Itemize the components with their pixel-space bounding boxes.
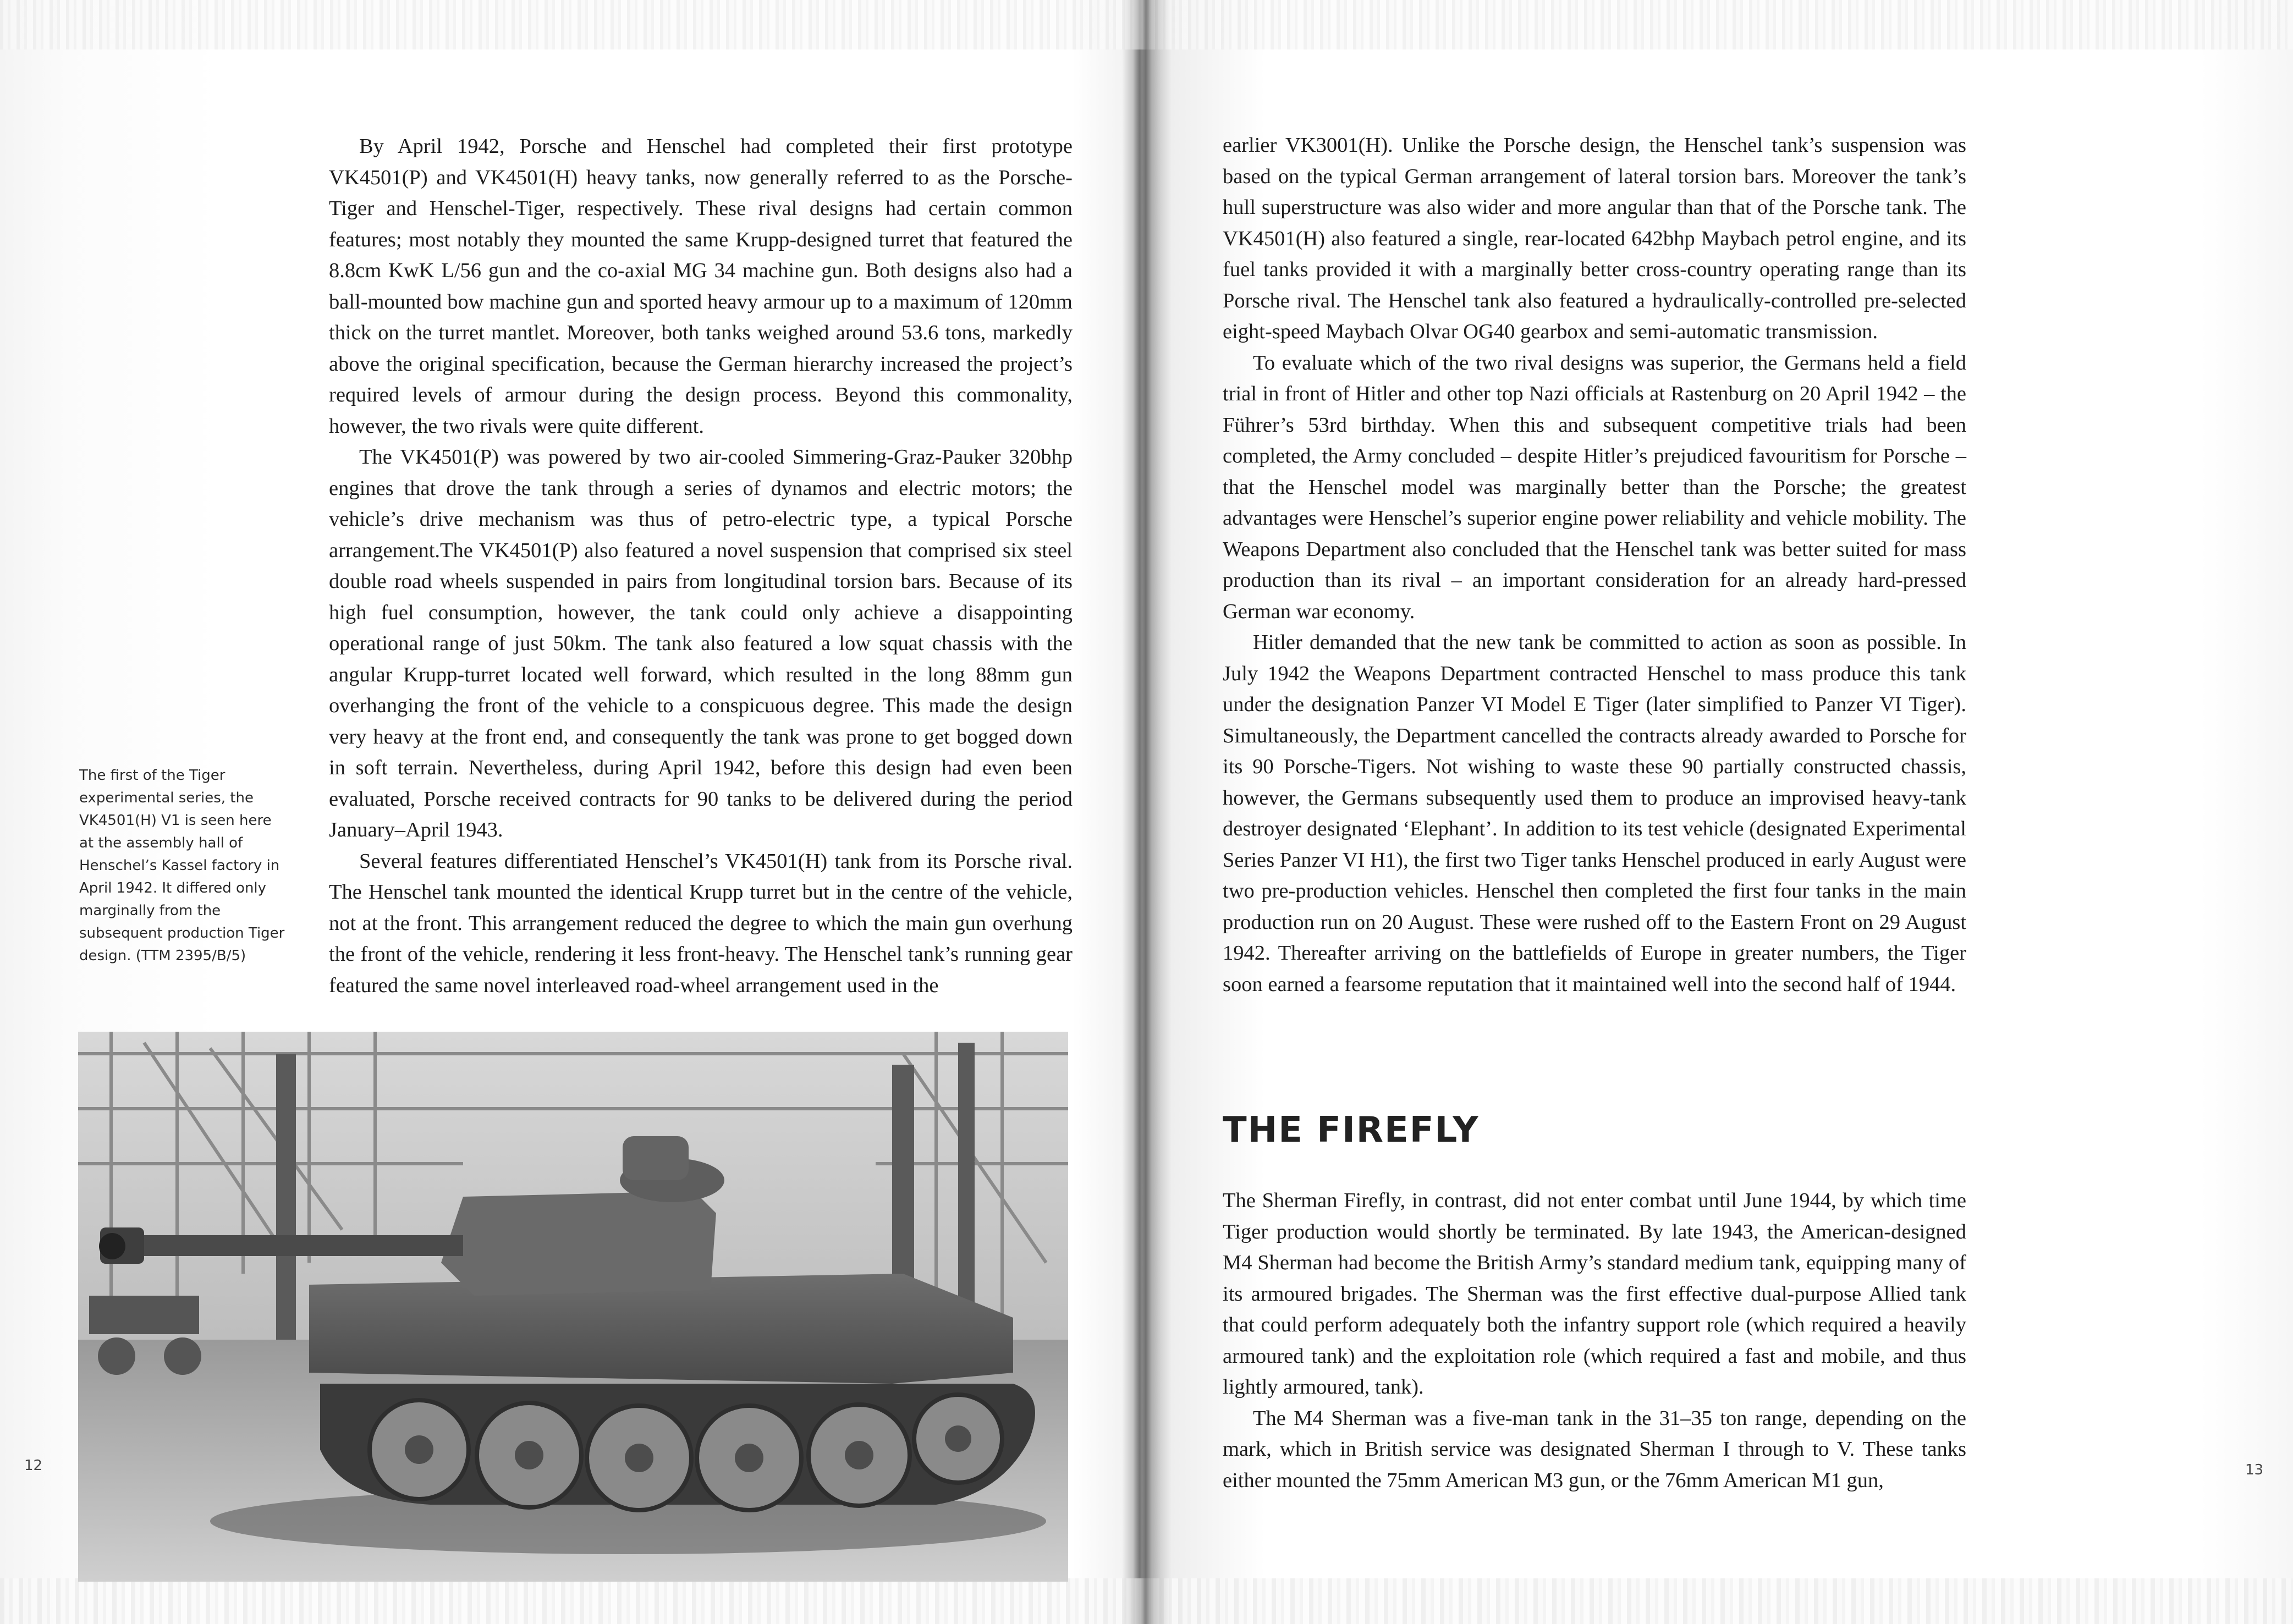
page-number-right: 13 [2245, 1462, 2264, 1478]
photo-caption: The first of the Tiger experimental series, the VK4501(H) V1 is seen here at the assembly hall of Henschel’s Kassel factory in April 1942. It differed only marginally from the subsequent production Tiger design. (TTM 2395/B/5) [79, 767, 285, 964]
section-body [1223, 1185, 1966, 1496]
right-paragraph-3: Hitler demanded that the new tank be committed to action as soon as possible. In July 1942 the Weapons Department contracted Henschel to mass produce this tank under the designation Panzer VI Model E Tiger (later simplified to Panzer VI Tiger). Simultaneously, the Department cancelled the contracts already awarded to Porsche for its 90 Porsche-Tigers. Not wishing to waste these 90 partially constructed chassis, however, the Germans subsequently used them to produce an improvised heavy-tank destroyer designated ‘Elephant’. In addition to its test vehicle (designated Experimental Series Panzer VI H1), the first two Tiger tanks Henschel produced in early August were two pre-production vehicles. Henschel then completed the first four tanks in the main production run on 20 August. These were rushed off to the Eastern Front on 29 August 1942. Thereafter arriving on the battlefields of Europe in greater numbers, the Tiger soon earned a fearsome reputation that it maintained well into the second half of 1944. [1223, 631, 1966, 996]
right-paragraph-1: earlier VK3001(H). Unlike the Porsche design, the Henschel tank’s suspension was based on the typical German arrangement of lateral torsion bars. Moreover the tank’s hull superstructure was also wider and more angular than that of the Porsche tank. The VK4501(H) also featured a single, rear-located 642bhp Maybach petrol engine, and its fuel tanks provided it with a marginally better cross-country operating range than its Porsche rival. The Henschel tank also featured a hydraulically-controlled pre-selected eight-speed Maybach Olvar OG40 gearbox and semi-automatic transmission. [1223, 134, 1966, 343]
section-paragraph-1: The Sherman Firefly, in contrast, did not enter combat until June 1944, by which time Tiger production would shortly be terminated. By late 1943, the American-designed M4 Sherman had become the British Army’s standard medium tank, equipping many of its armoured brigades. The Sherman was the first effective dual-purpose Allied tank that could perform adequately both the infantry support role (which required a heavily armoured tank) and the exploitation role (which required a fast and mobile, and thus lightly armoured, tank). [1223, 1189, 1966, 1399]
left-paragraph-3: Several features differentiated Henschel’s VK4501(H) tank from its Porsche rival. The Henschel tank mounted the identical Krupp turret but in the centre of the vehicle, not at the front. This arrangement reduced the degree to which the main gun overhung the front of the vehicle, rendering it less front-heavy. The Henschel tank’s running gear featured the same novel interleaved road-wheel arrangement used in the [329, 849, 1073, 997]
section-paragraph-2: The M4 Sherman was a five-man tank in the 31–35 ton range, depending on the mark, which in British service was designated Sherman I through to V. These tanks either mounted the 75mm American M3 gun, or the 76mm American M1 gun, [1223, 1406, 1966, 1492]
right-page-body [1223, 130, 1966, 1000]
book-gutter [1122, 0, 1172, 1624]
right-paragraph-2: To evaluate which of the two rival designs was superior, the Germans held a field trial in front of Hitler and other top Nazi officials at Rastenburg on 20 April 1942 – the Führer’s 53rd birthday. When this and subsequent competitive trials had been completed, the Army concluded – despite Hitler’s prejudiced favouritism for Porsche – that the Henschel model was marginally better than the Porsche; the greatest advantages were Henschel’s superior engine power reliability and vehicle mobility. The Weapons Department also concluded that the Henschel tank was better suited for mass production than its rival – an important consideration for an already hard-pressed German war economy. [1223, 351, 1966, 623]
tiger-tank-photo [78, 1032, 1068, 1582]
page-number-left: 12 [24, 1457, 43, 1474]
left-paragraph-2: The VK4501(P) was powered by two air-cooled Simmering-Graz-Pauker 320bhp engines that drove the tank through a series of dynamos and electric motors; the vehicle’s drive mechanism was thus of petro-electric type, a typical Porsche arrangement.The VK4501(P) also featured a novel suspension that comprised six steel double road wheels suspended in pairs from longitudinal torsion bars. Because of its high fuel consumption, however, the tank could only achieve a disappointing operational range of just 50km. The tank also featured a low squat chassis with the angular Krupp-turret located well forward, which resulted in the long 88mm gun overhanging the front of the vehicle to a conspicuous degree. This made the design very heavy at the front end, and consequently the tank was prone to get bogged down in soft terrain. Nevertheless, during April 1942, before this design had even been evaluated, Porsche received contracts for 90 tanks to be delivered during the period January–April 1943. [329, 445, 1073, 841]
section-heading: THE FIREFLY [1223, 1110, 1480, 1150]
left-page-body [329, 131, 1073, 1001]
left-paragraph-1: By April 1942, Porsche and Henschel had completed their first prototype VK4501(P) and VK4501(H) heavy tanks, now generally referred to as the Porsche-Tiger and Henschel-Tiger, respectively. These rival designs had certain common features; most notably they mounted the same Krupp-designed turret that featured the 8.8cm KwK L/56 gun and the co-axial MG 34 machine gun. Both designs also had a ball-mounted bow machine gun and sported heavy armour up to a maximum of 120mm thick on the turret mantlet. Moreover, both tanks weighed around 53.6 tons, markedly above the original specification, because the German hierarchy increased the project’s required levels of armour during the design process. Beyond this commonality, however, the two rivals were quite different. [329, 135, 1073, 438]
